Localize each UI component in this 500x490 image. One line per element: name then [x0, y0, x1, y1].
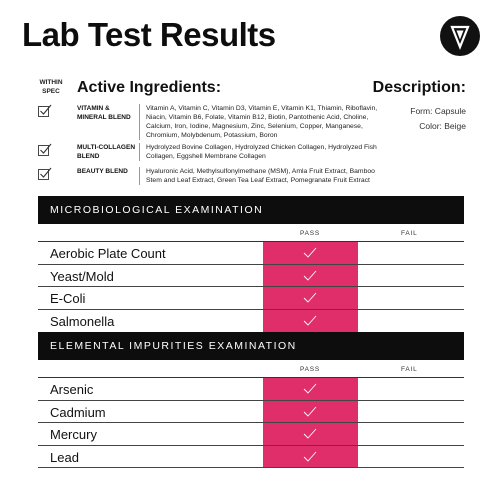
pass-column-label: PASS [300, 230, 321, 237]
pass-check-icon [303, 269, 317, 287]
checkbox-checked-icon [38, 167, 51, 180]
ingredient-name: MULTI-COLLAGEN BLEND [77, 144, 136, 160]
test-name: Lead [50, 449, 79, 465]
pass-column-label: PASS [300, 366, 321, 373]
table-row [38, 242, 464, 265]
table-row [38, 310, 464, 333]
pass-check-icon [303, 450, 317, 468]
brand-logo-icon [440, 16, 480, 56]
column-headers [38, 224, 464, 242]
table-row [38, 423, 464, 446]
page-title: Lab Test Results [22, 16, 276, 53]
pass-check-icon [303, 405, 317, 423]
test-name: Yeast/Mold [50, 268, 114, 284]
table-row [38, 446, 464, 469]
description-form: Form: Capsule [410, 106, 466, 116]
test-name: Mercury [50, 427, 97, 442]
description-color: Color: Beige [419, 121, 466, 131]
test-name: Aerobic Plate Count [50, 246, 166, 261]
active-ingredients-heading: Active Ingredients: [77, 79, 222, 96]
ingredient-details: Hyaluronic Acid, Methylsulfonylmethane (MSM), Amla Fruit Extract, Bamboo Stem and Leaf Extract, Green Tea Leaf Extract, Pomegranate Fruit Extract [139, 167, 379, 185]
test-name: Cadmium [50, 404, 106, 420]
test-name: E-Coli [50, 291, 86, 306]
section-header-microbiological: MICROBIOLOGICAL EXAMINATION [38, 196, 464, 224]
ingredient-details: Vitamin A, Vitamin C, Vitamin D3, Vitamin E, Vitamin K1, Thiamin, Riboflavin, Niacin, Vitamin B6, Folate, Vitamin B12, Biotin, Pantothenic Acid, Choline, Calcium, Iron, Iodine, Magnesium, Zinc, Selenium, Copper, Manganese, Chromium, Molybdenum, Potassium, Boron [139, 104, 379, 140]
ingredient-name: VITAMIN & MINERAL BLEND [77, 105, 131, 121]
pass-check-icon [303, 314, 317, 332]
fail-column-label: FAIL [401, 230, 418, 237]
pass-check-icon [303, 291, 317, 309]
ingredient-row [38, 143, 379, 161]
fail-column-label: FAIL [401, 366, 418, 373]
table-row [38, 401, 464, 424]
checkbox-checked-icon [38, 104, 51, 117]
ingredient-row [38, 167, 379, 185]
checkbox-checked-icon [38, 143, 51, 156]
table-row [38, 378, 464, 401]
description-heading: Description: [372, 79, 466, 96]
section-header-elemental: ELEMENTAL IMPURITIES EXAMINATION [38, 332, 464, 360]
table-row [38, 287, 464, 310]
test-name: Salmonella [50, 313, 115, 329]
within-spec-heading: WITHIN SPEC [39, 79, 63, 95]
table-row [38, 265, 464, 288]
ingredient-row [38, 104, 379, 140]
ingredient-details: Hydrolyzed Bovine Collagen, Hydrolyzed Chicken Collagen, Hydrolyzed Fish Collagen, Eggshell Membrane Collagen [139, 143, 379, 161]
column-headers [38, 360, 464, 378]
pass-check-icon [303, 246, 317, 264]
test-name: Arsenic [50, 382, 94, 397]
results-table [38, 196, 464, 468]
pass-check-icon [303, 427, 317, 445]
pass-check-icon [303, 382, 317, 400]
ingredient-name: BEAUTY BLEND [77, 168, 128, 175]
